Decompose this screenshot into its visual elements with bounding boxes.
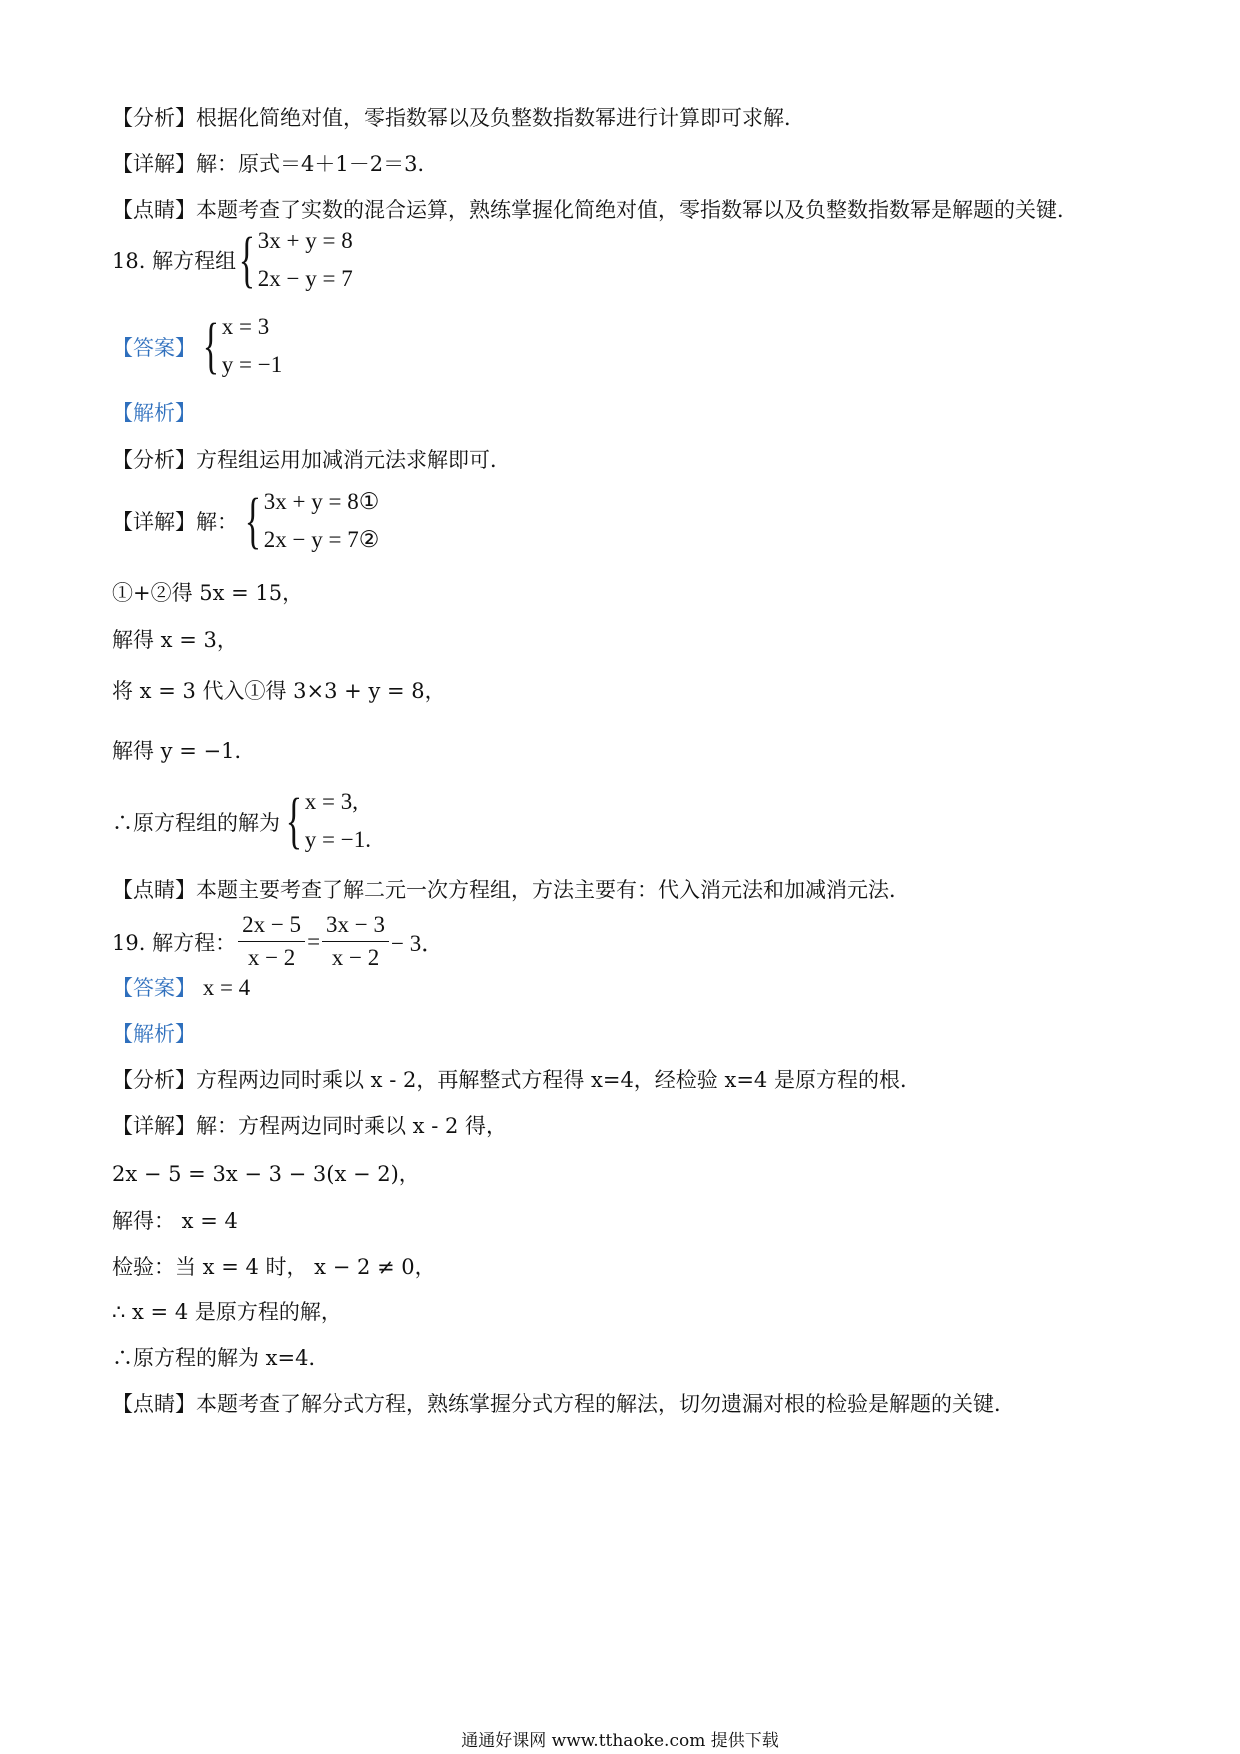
step3-18: 将 x = 3 代入①得 3×3 + y = 8， [112, 679, 446, 703]
fraction-right-numerator: 3x − 3 [322, 910, 389, 942]
detail-18-system: { 3x + y = 8① 2x − y = 7② [242, 483, 379, 559]
system-eq1: 3x + y = 8 [257, 228, 353, 253]
detail-eq2: 2x − y = 7② [263, 527, 380, 552]
detail-19: 【详解】解：方程两边同时乘以 x - 2 得， [112, 1114, 507, 1138]
equation-tail: − 3． [391, 931, 445, 956]
step3-19: 检验：当 x = 4 时， x − 2 ≠ 0， [112, 1255, 436, 1279]
conclusion-eq2: y = −1. [304, 827, 371, 852]
fraction-left [238, 910, 305, 973]
step1-19: 2x − 5 = 3x − 3 − 3(x − 2)， [112, 1162, 420, 1186]
answer-label-19: 【答案】 [112, 976, 196, 1000]
answer-19 [112, 973, 250, 1003]
step2-19: 解得： x = 4 [112, 1209, 238, 1233]
answer-18-system: { x = 3 y = −1 [200, 308, 282, 384]
detail-18-prefix: 【详解】解： [112, 510, 238, 534]
step4-18: 解得 y = −1． [112, 739, 256, 763]
conclusion-18-system: { x = 3, y = −1. [283, 783, 371, 859]
step2-18: 解得 x = 3， [112, 628, 238, 652]
fraction-right-denominator: x − 2 [331, 945, 380, 970]
answer-eq1: x = 3 [221, 314, 270, 339]
conclusion-18-prefix: ∴原方程组的解为 [112, 811, 280, 835]
question-18-system: { 3x + y = 8 2x − y = 7 [236, 222, 353, 298]
answer-value-19: x = 4 [202, 975, 251, 1000]
step4-19: ∴ x = 4 是原方程的解， [112, 1300, 342, 1324]
detail-17: 【详解】解：原式＝4＋1－2＝3． [112, 152, 439, 176]
comment-17: 【点睛】本题考查了实数的混合运算，熟练掌握化简绝对值，零指数幂以及负整数指数幂是解题的关键． [112, 198, 1078, 222]
step5-19: ∴原方程的解为 x=4． [112, 1346, 330, 1370]
answer-label-18: 【答案】 [112, 336, 196, 360]
conclusion-eq1: x = 3, [304, 789, 358, 814]
jiexi-label-19: 【解析】 [112, 1022, 196, 1046]
comment-19: 【点睛】本题考查了解分式方程，熟练掌握分式方程的解法，切勿遗漏对根的检验是解题的关键． [112, 1392, 1015, 1416]
question-19-prefix: 19. 解方程： [112, 930, 237, 955]
fraction-right [322, 910, 389, 973]
analysis-18: 【分析】方程组运用加减消元法求解即可． [112, 448, 511, 472]
page-footer: 通通好课网 www.tthaoke.com 提供下载 [461, 1731, 779, 1751]
fraction-left-denominator: x − 2 [247, 945, 296, 970]
step1-18: ①+②得 5x = 15， [112, 581, 304, 605]
jiexi-label-18: 【解析】 [112, 401, 196, 425]
answer-eq2: y = −1 [221, 352, 283, 377]
analysis-17: 【分析】根据化简绝对值，零指数幂以及负整数指数幂进行计算即可求解． [112, 106, 805, 130]
fraction-left-numerator: 2x − 5 [238, 910, 305, 942]
detail-eq1: 3x + y = 8① [263, 489, 380, 514]
question-18-prefix: 18. 解方程组 [112, 249, 237, 273]
question-19 [112, 910, 444, 973]
analysis-19: 【分析】方程两边同时乘以 x - 2，再解整式方程得 x=4，经检验 x=4 是原方程的根． [112, 1068, 921, 1092]
system-eq2: 2x − y = 7 [257, 266, 353, 291]
comment-18: 【点睛】本题主要考查了解二元一次方程组，方法主要有：代入消元法和加减消元法． [112, 878, 910, 902]
equals-sign: = [307, 928, 321, 954]
